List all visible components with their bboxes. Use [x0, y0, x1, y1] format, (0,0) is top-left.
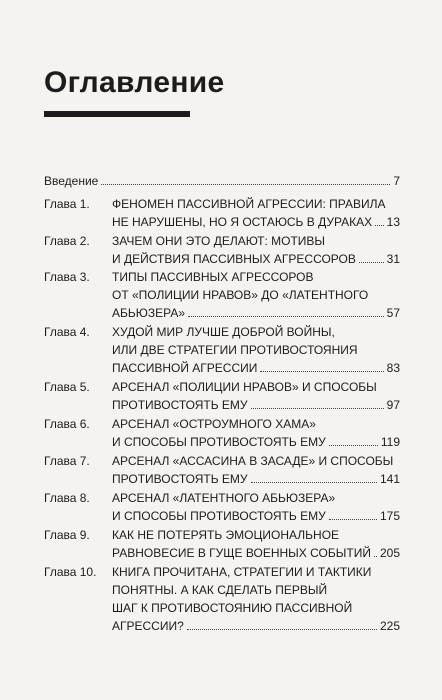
page-number: 119	[380, 435, 400, 449]
chapter-title-line: И ДЕЙСТВИЯ ПАССИВНЫХ АГРЕССОРОВ	[112, 252, 356, 266]
chapter-title-last-line	[112, 433, 400, 451]
toc-entry	[44, 452, 400, 488]
page-number: 225	[379, 619, 400, 633]
chapter-title	[112, 415, 400, 451]
page-number: 31	[386, 252, 400, 266]
dot-leader	[187, 617, 377, 630]
chapter-title-line: ПРОТИВОСТОЯТЬ ЕМУ	[112, 398, 248, 412]
chapter-title-line: АРСЕНАЛ «ОСТРОУМНОГО ХАМА»	[112, 417, 316, 431]
toc-entry	[44, 195, 400, 231]
dot-leader	[260, 359, 383, 372]
chapter-number: Глава 7.	[44, 454, 90, 468]
chapter-number: Глава 10.	[44, 565, 97, 579]
chapter-title-line: ПАССИВНОЙ АГРЕССИИ	[112, 361, 258, 375]
page-number: 13	[386, 215, 400, 229]
chapter-title-line: РАВНОВЕСИЕ В ГУЩЕ ВОЕННЫХ СОБЫТИЙ	[112, 546, 371, 560]
chapter-number: Глава 9.	[44, 528, 90, 542]
chapter-title	[112, 452, 400, 488]
chapter-title-line: АРСЕНАЛ «АССАСИНА В ЗАСАДЕ» И СПОСОБЫ	[112, 454, 394, 468]
chapter-title-last-line	[112, 544, 400, 562]
page-number: 141	[379, 472, 400, 486]
page-number: 7	[393, 174, 400, 188]
page-number: 97	[386, 398, 400, 412]
chapter-number: Глава 1.	[44, 197, 90, 211]
dot-leader	[188, 304, 384, 317]
toc-entry	[44, 563, 400, 635]
chapter-title-last-line	[112, 617, 400, 635]
page-number: 83	[386, 361, 400, 375]
page-number: 205	[379, 546, 400, 560]
toc-entry	[44, 172, 400, 190]
chapter-title-line: КАК НЕ ПОТЕРЯТЬ ЭМОЦИОНАЛЬНОЕ	[112, 528, 340, 542]
chapter-title-last-line	[112, 507, 400, 525]
toc-entry	[44, 489, 400, 525]
chapter-title-line: ПОНЯТНЫ. А КАК СДЕЛАТЬ ПЕРВЫЙ	[112, 583, 328, 597]
chapter-number: Глава 5.	[44, 380, 90, 394]
chapter-title-last-line	[44, 172, 400, 190]
dot-leader	[251, 396, 384, 409]
page-number: 57	[386, 306, 400, 320]
chapter-title-last-line	[112, 213, 400, 231]
chapter-number: Глава 2.	[44, 234, 90, 248]
chapter-number: Глава 8.	[44, 491, 90, 505]
chapter-title	[112, 378, 400, 414]
toc-entry	[44, 323, 400, 377]
chapter-title-line: ЗАЧЕМ ОНИ ЭТО ДЕЛАЮТ: МОТИВЫ	[112, 234, 326, 248]
chapter-title	[44, 172, 400, 190]
dot-leader	[101, 172, 390, 185]
chapter-title-line: АРСЕНАЛ «ЛАТЕНТНОГО АБЬЮЗЕРА»	[112, 491, 336, 505]
chapter-title-line: ТИПЫ ПАССИВНЫХ АГРЕССОРОВ	[112, 270, 314, 284]
chapter-title-line: КНИГА ПРОЧИТАНА, СТРАТЕГИИ И ТАКТИКИ	[112, 565, 372, 579]
chapter-title-line: ШАГ К ПРОТИВОСТОЯНИЮ ПАССИВНОЙ	[112, 601, 353, 615]
chapter-title-line: НЕ НАРУШЕНЫ, НО Я ОСТАЮСЬ В ДУРАКАХ	[112, 215, 373, 229]
dot-leader	[375, 213, 383, 226]
chapter-title	[112, 195, 400, 231]
chapter-number: Глава 4.	[44, 325, 90, 339]
chapter-title-line: И СПОСОБЫ ПРОТИВОСТОЯТЬ ЕМУ	[112, 435, 326, 449]
toc-entry	[44, 232, 400, 268]
chapter-title	[112, 489, 400, 525]
chapter-title	[112, 232, 400, 268]
chapter-title	[112, 526, 400, 562]
toc-entry	[44, 378, 400, 414]
chapter-title-line: ХУДОЙ МИР ЛУЧШЕ ДОБРОЙ ВОЙНЫ,	[112, 325, 335, 339]
toc-entry	[44, 415, 400, 451]
page-number: 175	[379, 509, 400, 523]
chapter-title-line: И СПОСОБЫ ПРОТИВОСТОЯТЬ ЕМУ	[112, 509, 326, 523]
chapter-title-line: ПРОТИВОСТОЯТЬ ЕМУ	[112, 472, 248, 486]
dot-leader	[251, 470, 377, 483]
page-title: Оглавление	[44, 66, 225, 99]
dot-leader	[374, 544, 377, 557]
chapter-title-last-line	[112, 470, 400, 488]
toc-entry	[44, 526, 400, 562]
chapter-title-last-line	[112, 359, 400, 377]
toc-entry	[44, 268, 400, 322]
chapter-title-line: ФЕНОМЕН ПАССИВНОЙ АГРЕССИИ: ПРАВИЛА	[112, 197, 386, 211]
chapter-number: Глава 6.	[44, 417, 90, 431]
chapter-title-line: ИЛИ ДВЕ СТРАТЕГИИ ПРОТИВОСТОЯНИЯ	[112, 343, 358, 357]
dot-leader	[359, 250, 384, 263]
dot-leader	[329, 433, 378, 446]
dot-leader	[329, 507, 377, 520]
chapter-number: Глава 3.	[44, 270, 90, 284]
chapter-title-line: АРСЕНАЛ «ПОЛИЦИИ НРАВОВ» И СПОСОБЫ	[112, 380, 377, 394]
chapter-title-last-line	[112, 396, 400, 414]
chapter-title-last-line	[112, 304, 400, 322]
chapter-title-line: АБЬЮЗЕРА»	[112, 306, 186, 320]
chapter-title	[112, 268, 400, 322]
chapter-title-line: АГРЕССИИ?	[112, 619, 184, 633]
chapter-title	[112, 323, 400, 377]
chapter-title-last-line	[112, 250, 400, 268]
chapter-title-line: ОТ «ПОЛИЦИИ НРАВОВ» ДО «ЛАТЕНТНОГО	[112, 288, 369, 302]
chapter-title	[112, 563, 400, 635]
chapter-title-line: Введение	[44, 174, 99, 188]
